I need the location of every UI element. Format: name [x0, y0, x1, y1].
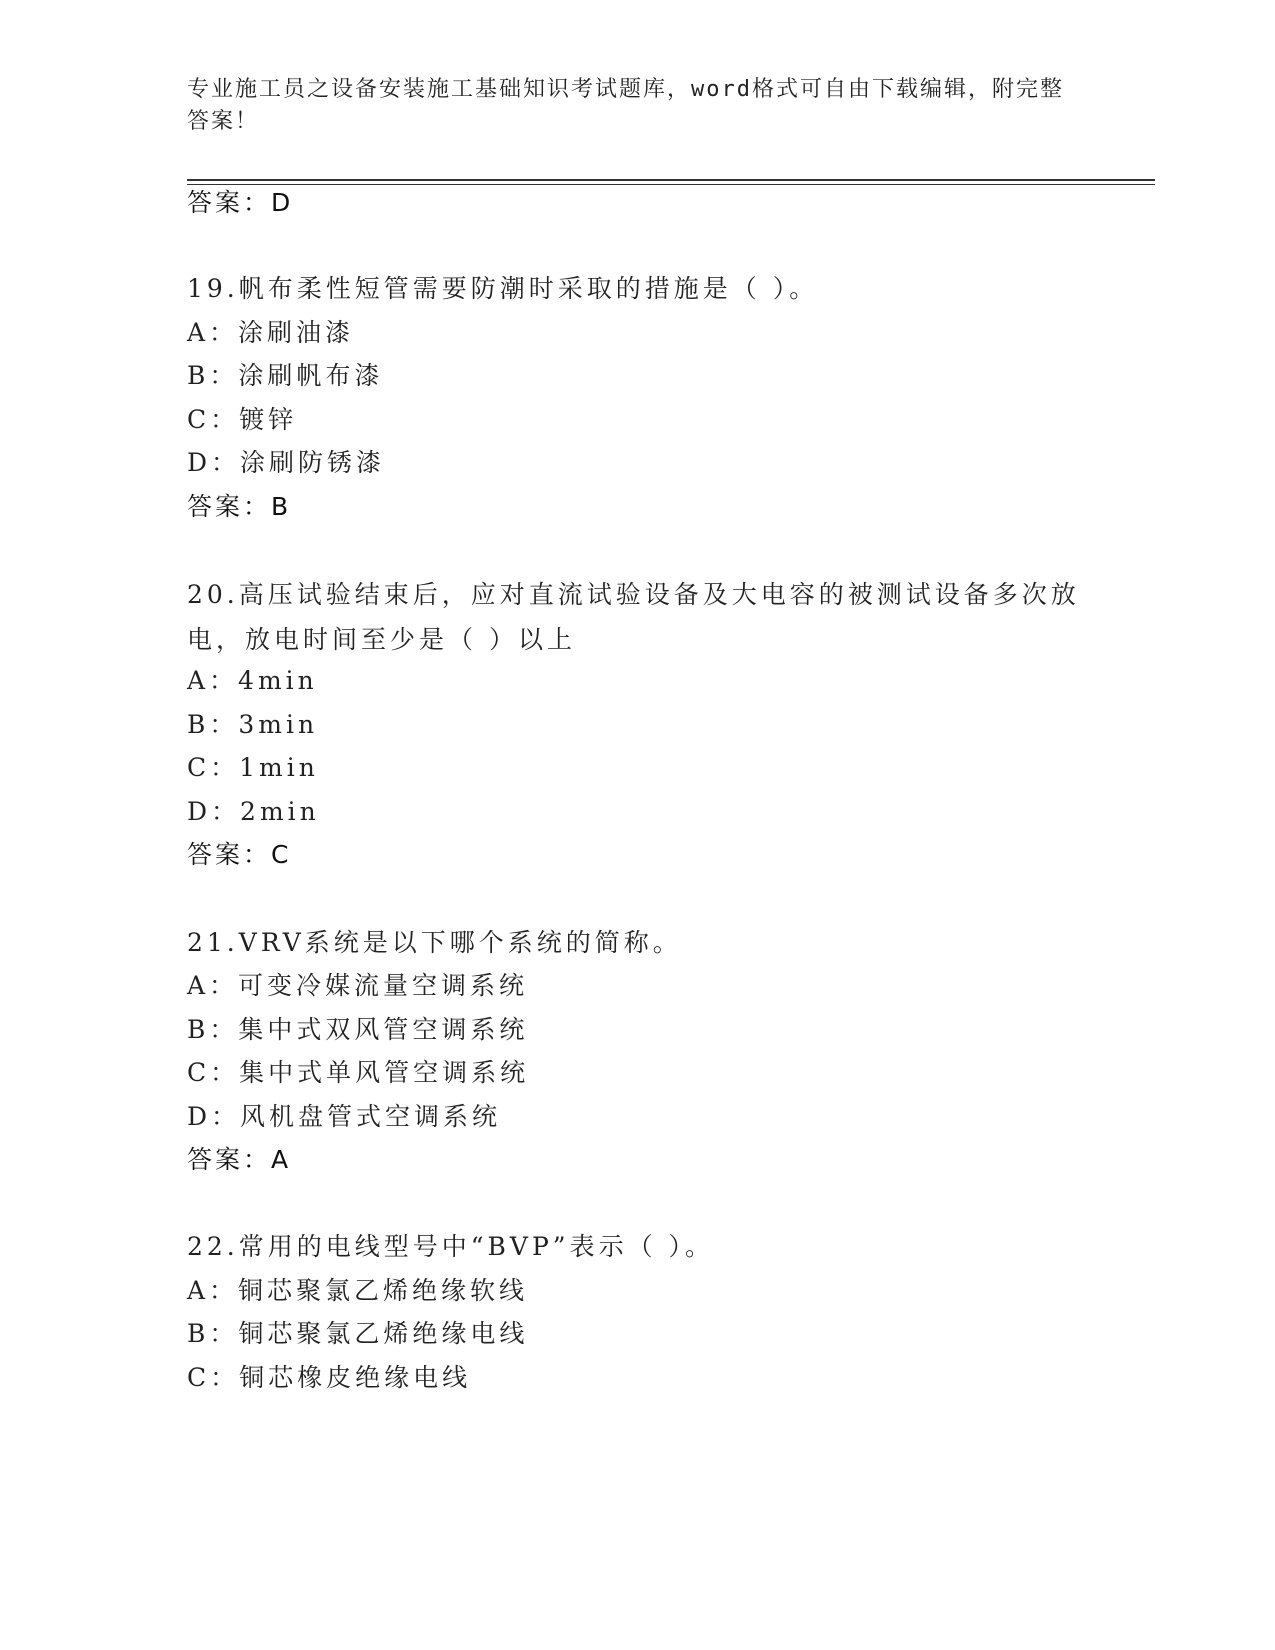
- option-c: C：镀锌: [187, 405, 298, 434]
- option-a: A：铜芯聚氯乙烯绝缘软线: [187, 1276, 529, 1305]
- option-b: B：涂刷帆布漆: [187, 361, 384, 390]
- header-divider-thin: [187, 184, 1155, 185]
- answer-line: 答案：D: [187, 188, 294, 217]
- option-b: B：铜芯聚氯乙烯绝缘电线: [187, 1319, 529, 1348]
- option-d: D：2min: [187, 797, 320, 826]
- option-d: D：风机盘管式空调系统: [187, 1102, 502, 1131]
- option-c: C：1min: [187, 753, 319, 782]
- header-divider: [187, 179, 1155, 181]
- option-a: A：可变冷媒流量空调系统: [187, 971, 529, 1000]
- document-header: 专业施工员之设备安装施工基础知识考试题库，word格式可自由下载编辑，附完整答案！: [187, 77, 1064, 134]
- answer-line: 答案：C: [187, 840, 292, 869]
- option-a: A：4min: [187, 666, 318, 695]
- question-stem: 22.常用的电线型号中“BVP”表示（ ）。: [187, 1232, 715, 1261]
- question-stem: 21.VRV系统是以下哪个系统的简称。: [187, 928, 682, 957]
- answer-line: 答案：A: [187, 1145, 292, 1174]
- question-stem: 19.帆布柔性短管需要防潮时采取的措施是（ ）。: [187, 274, 819, 303]
- option-a: A：涂刷油漆: [187, 318, 355, 347]
- option-b: B：3min: [187, 710, 319, 739]
- question-stem: 20.高压试验结束后，应对直流试验设备及大电容的被测试设备多次放电，放电时间至少是（ ）以上: [187, 580, 1080, 654]
- option-d: D：涂刷防锈漆: [187, 448, 386, 477]
- option-c: C：铜芯橡皮绝缘电线: [187, 1363, 472, 1392]
- answer-line: 答案：B: [187, 492, 292, 521]
- option-c: C：集中式单风管空调系统: [187, 1058, 530, 1087]
- option-b: B：集中式双风管空调系统: [187, 1015, 529, 1044]
